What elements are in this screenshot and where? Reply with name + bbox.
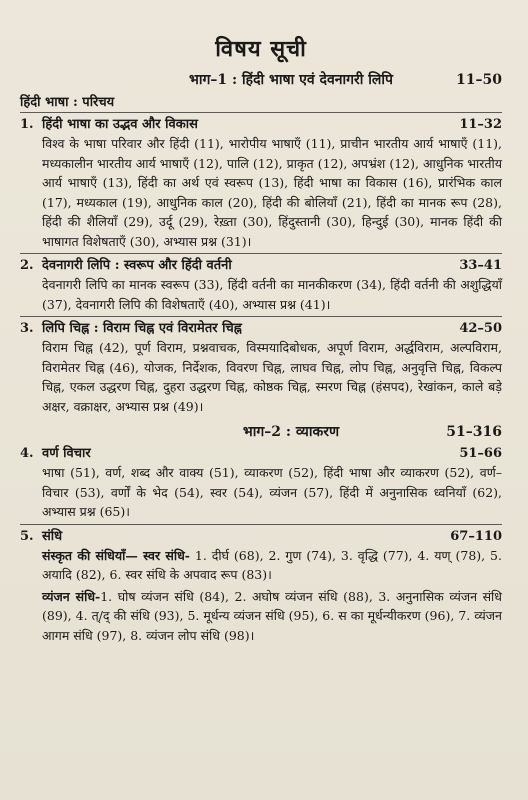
chapter-4 [20,444,502,525]
chapter-page-range: 42–50 [459,321,502,336]
subsection-swar-sandhi [42,546,502,585]
chapter-2 [20,256,502,317]
part-2-range: 51–316 [446,424,502,440]
chapter-title: लिपि चिह्न : विराम चिह्न एवं विरामेतर चिह्न [42,321,242,336]
chapter-number: 5. [20,528,34,544]
subsection-vyanjan-sandhi [42,587,502,646]
chapter-5 [20,527,502,648]
chapter-page-range: 33–41 [459,258,502,273]
chapter-topics: भाषा (51), वर्ण, शब्द और वाक्य (51), व्याकरण (52), हिंदी भाषा और व्याकरण (52), वर्ण–विचार (53), वर्णों के भेद (54), स्वर (54), व्यंजन (57), हिंदी में अनुनासिक ध्वनियाँ (62), अभ्यास प्रश्न (65)। [42,465,502,519]
part-1-heading [20,70,502,90]
chapter-page-range: 11–32 [459,117,502,132]
chapter-topics: विराम चिह्न (42), पूर्ण विराम, प्रश्नवाचक, विस्मयादिबोधक, अपूर्ण विराम, अर्द्धविराम, अल्पविराम, विरामेतर चिह्न (46), योजक, निर्देशक, विवरण चिह्न, लाघव चिह्न, लोप चिह्न, अनुवृत्ति चिह्न, विकल्प चिह्न, एकल उद्धरण चिह्न, दुहरा उद्धरण चिह्न, कोष्ठक चिह्न, स्मरण चिह्न (हंसपद), रेखांकन, काले बड़े अक्षर, वक्राक्षर, अभ्यास प्रश्न (49)। [42,340,502,414]
chapter-topics: देवनागरी लिपि का मानक स्वरूप (33), हिंदी वर्तनी का मानकीकरण (34), हिंदी वर्तनी की अशुद्धियाँ (37), देवनागरी लिपि की विशेषताएँ (40), अभ्यास प्रश्न (41)। [42,277,502,312]
subsection-label: संस्कृत की संधियाँ— स्वर संधि- [42,547,190,563]
chapter-number: 4. [20,446,34,461]
part-1-title: भाग–1 : हिंदी भाषा एवं देवनागरी लिपि [189,72,393,88]
chapter-page-range: 67–110 [450,528,502,544]
subsection-topics: 1. दीर्घ (68), 2. गुण (74), 3. वृद्धि (77), 4. यण् (78), 5. अयादि (82), 6. स्वर संधि के अपवाद रूप (83)। [42,547,502,582]
subsection-topics: 1. घोष व्यंजन संधि (84), 2. अघोष व्यंजन संधि (88), 3. अनुनासिक व्यंजन संधि (89), 4. त्/द् की संधि (93), 5. मूर्धन्य व्यंजन संधि (95), 6. स का मूर्धन्यीकरण (96), 7. व्यंजन आगम संधि (97), 8. व्यंजन लोप संधि (98)। [42,588,502,643]
chapter-1 [20,115,502,254]
chapter-title: देवनागरी लिपि : स्वरूप और हिंदी वर्तनी [42,258,232,273]
part-2-title: भाग–2 : व्याकरण [242,424,340,440]
page-title: विषय सूची [215,36,307,62]
section-heading: हिंदी भाषा : परिचय [20,94,502,113]
part-1-range: 11–50 [456,72,502,88]
chapter-number: 3. [20,321,34,336]
chapter-number: 1. [20,117,34,132]
chapter-title: संधि [42,528,63,544]
part-2-heading [20,422,502,442]
chapter-page-range: 51–66 [459,446,502,461]
subsection-label: व्यंजन संधि- [42,588,101,604]
chapter-topics: विश्व के भाषा परिवार और हिंदी (11), भारोपीय भाषाएँ (11), प्राचीन भारतीय आर्य भाषाएँ (11), मध्यकालीन भारतीय आर्य भाषाएँ (12), पालि (12), प्राकृत (12), अपभ्रंश (12), आधुनिक भारतीय आर्य भाषाएँ (13), हिंदी का अर्थ एवं स्वरूप (13), हिंदी भाषा का विकास (16), प्रारंभिक काल (17), मध्यकाल (19), आधुनिक काल (20), हिंदी की बोलियाँ (21), हिंदी का मानक रूप (28), हिंदी की शैलियाँ (29), उर्दू (29), रेख़्ता (30), हिंदुस्तानी (30), हिन्दुई (30), मानक हिंदी की भाषागत विशेषताएँ (30), अभ्यास प्रश्न (31)। [42,136,502,249]
chapter-3 [20,319,502,418]
chapter-title: हिंदी भाषा का उद्भव और विकास [42,117,198,132]
chapter-title: वर्ण विचार [42,446,91,461]
chapter-number: 2. [20,258,34,273]
